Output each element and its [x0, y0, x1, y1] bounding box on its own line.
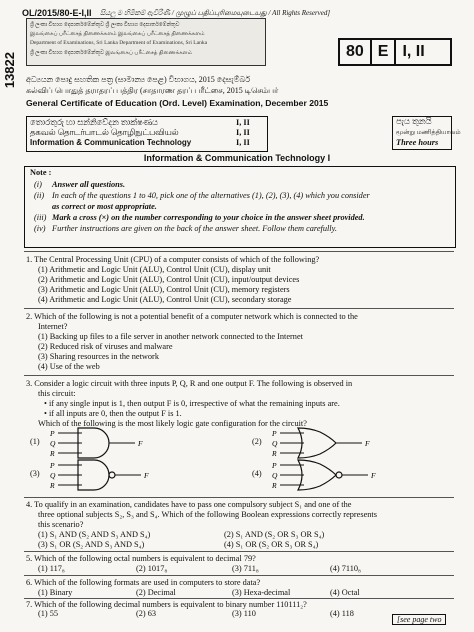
question-4-option: (2) S₁ AND (S₂ OR S₃ OR S₄)	[224, 530, 325, 539]
question-4-option: (1) S₁ AND (S₂ AND S₃ AND S₄)	[38, 530, 151, 539]
question-7-option: (2) 63	[136, 609, 157, 618]
gate-input-label: R	[50, 481, 55, 490]
gate-diagram-nor	[270, 456, 400, 494]
bullet-text: if any single input is 1, then output F is 0, irrespective of what the remaining inputs are.	[48, 399, 340, 408]
question-5-option: (3) 711₈	[232, 564, 259, 573]
question-4-stem-cont: this scenario?	[38, 520, 84, 529]
side-serial-number: 13822	[2, 52, 17, 89]
note-num: (i)	[34, 180, 42, 189]
question-4-stem-cont: three optional subjects S₂, S₃ and S₄. Which of the following Boolean expressions correctly represents	[38, 510, 377, 519]
question-6-option: (4) Octal	[330, 588, 360, 597]
gate-input-label: R	[272, 481, 277, 490]
question-separator	[24, 308, 454, 309]
exam-title-tamil: கல்விப் பொதுத் தராதரப் பத்திர (சாதாரண தரப் பரீட்சை, 2015 டிசெம்பர்	[26, 86, 279, 95]
code-letter: E	[372, 40, 397, 64]
question-4-stem: 4. To qualify in an examination, candidates have to pass one compulsory subject S₁ and one of the	[26, 500, 352, 509]
gate-input-label: P	[50, 461, 55, 470]
question-7-option: (3) 110	[232, 609, 256, 618]
question-5-option: (4) 7110₈	[330, 564, 361, 573]
note-num: (iv)	[34, 224, 46, 233]
gate-input-label: R	[272, 449, 277, 458]
gate-output-label: F	[365, 439, 370, 448]
question-5-stem: 5. Which of the following octal numbers is equivalent to decimal 79?	[26, 554, 256, 563]
seal-line: ශ්‍රී ලංකා විභාග දෙපාර්තමේන්තුව இலங்கைப் பரீட்சைத் திணைக்களம்	[30, 50, 192, 56]
page-turn-note: [see page two	[392, 614, 446, 625]
duration-tamil: மூன்று மணித்தியாலம்	[396, 128, 461, 136]
seal-line: Department of Examinations, Sri Lanka Department of Examinations, Sri Lanka	[30, 40, 208, 46]
question-separator	[24, 598, 454, 599]
gate-input-label: P	[272, 461, 277, 470]
gate-input-label: P	[50, 429, 55, 438]
subject-paper: I, II	[236, 128, 250, 137]
gate-output-label: F	[138, 439, 143, 448]
question-separator	[24, 551, 454, 552]
seal-line: ශ්‍රී ලංකා විභාග දෙපාර්තමේන්තුව ශ්‍රී ලංකා විභාග දෙපාර්තමේන්තුව	[30, 22, 180, 28]
question-4-option: (3) S₁ OR (S₂ AND S₃ AND S₄)	[38, 540, 145, 549]
gate-input-label: P	[272, 429, 277, 438]
gate-output-label: F	[371, 471, 376, 480]
note-num: (iii)	[34, 213, 47, 222]
question-3-stem: 3. Consider a logic circuit with three inputs P, Q, R and one output F. The following is observed in	[26, 379, 353, 388]
question-separator	[24, 375, 454, 376]
seal-line: இலங்கைப் பரீட்சைத் திணைக்களம் இலங்கைப் பரீட்சைத் திணைக்களம்	[30, 31, 205, 37]
question-2-option: (1) Backing up files to a file server in another network connected to the Internet	[38, 332, 303, 341]
duration-english: Three hours	[396, 138, 439, 148]
note-text: Further instructions are given on the back of the answer sheet. Follow them carefully.	[52, 224, 337, 233]
subject-paper: I, II	[236, 138, 250, 147]
note-text: In each of the questions 1 to 40, pick one of the alternatives (1), (2), (3), (4) which you consider	[52, 191, 370, 200]
exam-title-english: General Certificate of Education (Ord. Level) Examination, December 2015	[26, 98, 329, 108]
question-6-stem: 6. Which of the following formats are used in computers to store data?	[26, 578, 261, 587]
paper-code: OL/2015/80-E-I,II	[22, 8, 92, 18]
subject-name-sinhala: තොරතුරු හා සන්නිවේදන තාක්ෂණය	[30, 118, 158, 127]
gate-option-label: (1)	[30, 437, 40, 446]
question-5-option: (1) 117₈	[38, 564, 65, 573]
question-1-stem: 1. The Central Processing Unit (CPU) of a computer consists of which of the following?	[26, 255, 320, 264]
question-6-option: (2) Decimal	[136, 588, 176, 597]
gate-input-label: Q	[50, 471, 56, 480]
question-2-option: (4) Use of the web	[38, 362, 100, 371]
question-3-bullet: • if all inputs are 0, then the output F is 1.	[44, 409, 182, 418]
question-2-option: (3) Sharing resources in the network	[38, 352, 159, 361]
question-1-option: (2) Arithmetic and Logic Unit (ALU), Control Unit (CU), input/output devices	[38, 275, 300, 284]
question-3-ask: Which of the following is the most likely logic gate configuration for the circuit?	[38, 419, 307, 428]
question-1-option: (4) Arithmetic and Logic Unit (ALU), Control Unit (CU), secondary storage	[38, 295, 292, 304]
question-6-option: (1) Binary	[38, 588, 73, 597]
question-separator	[24, 575, 454, 576]
gate-option-label: (4)	[252, 469, 262, 478]
gate-input-label: R	[50, 449, 55, 458]
question-1-option: (3) Arithmetic and Logic Unit (ALU), Control Unit (CU), memory registers	[38, 285, 290, 294]
paper-title: Information & Communication Technology I	[143, 153, 331, 163]
gate-diagram-nand	[48, 456, 178, 494]
subject-paper: I, II	[236, 118, 250, 127]
question-2-option: (2) Reduced risk of viruses and malware	[38, 342, 173, 351]
gate-input-label: Q	[272, 471, 278, 480]
gate-option-label: (2)	[252, 437, 262, 446]
question-4-option: (4) S₁ OR (S₂ OR S₃ OR S₄)	[224, 540, 319, 549]
question-separator	[24, 497, 454, 498]
and-gate-body	[78, 428, 109, 458]
inversion-bubble	[336, 472, 342, 478]
question-5-option: (2) 1017₈	[136, 564, 168, 573]
question-6-option: (3) Hexa-decimal	[232, 588, 291, 597]
question-2-stem: 2. Which of the following is not a potential benefit of a computer network which is connected to the	[26, 312, 358, 321]
note-num: (ii)	[34, 191, 45, 200]
exam-title-sinhala: අධ්‍යයන පොදු සහතික පත්‍ර (සාමාන්‍ය පෙළ) විභාගය, 2015 දෙසැම්බර්	[26, 75, 251, 84]
question-7-option: (4) 118	[330, 609, 354, 618]
bullet-text: if all inputs are 0, then the output F is 1.	[48, 409, 182, 418]
subject-code-box	[338, 38, 452, 66]
gate-input-label: Q	[50, 439, 56, 448]
note-heading: Note :	[30, 168, 52, 177]
gate-input-label: Q	[272, 439, 278, 448]
code-papers: I, II	[402, 43, 425, 60]
question-1-option: (1) Arithmetic and Logic Unit (ALU), Control Unit (CU), display unit	[38, 265, 271, 274]
rights-notice: සියලු ම හිමිකම් ඇවිරිණි / முழுப் பதிப்புரிமையுடையது / All Rights Reserved]	[100, 9, 331, 17]
code-number: 80	[340, 40, 372, 64]
question-3-bullet: • if any single input is 1, then output F is 0, irrespective of what the remaining inputs are.	[44, 399, 340, 408]
question-7-option: (1) 55	[38, 609, 59, 618]
subject-name-english: Information & Communication Technology	[30, 138, 192, 147]
question-7-stem: 7. Which of the following decimal numbers is equivalent to binary number 110111₂?	[26, 600, 307, 609]
duration-box	[392, 116, 461, 150]
and-gate-body	[78, 460, 109, 490]
gate-option-label: (3)	[30, 469, 40, 478]
note-text: Mark a cross (×) on the number corresponding to your choice in the answer sheet provided.	[52, 213, 365, 222]
gate-output-label: F	[144, 471, 149, 480]
question-3-stem-cont: this circuit:	[38, 389, 76, 398]
subject-name-tamil: தகவல் தொடர்பாடல் தொழிநுட்பவியல்	[30, 128, 179, 137]
question-separator	[24, 251, 454, 252]
duration-sinhala: පැය තුනයි	[396, 117, 432, 126]
question-2-stem-cont: Internet?	[38, 322, 68, 331]
inversion-bubble	[109, 472, 115, 478]
note-text: as correct or most appropriate.	[52, 202, 157, 211]
note-text: Answer all questions.	[52, 180, 126, 189]
